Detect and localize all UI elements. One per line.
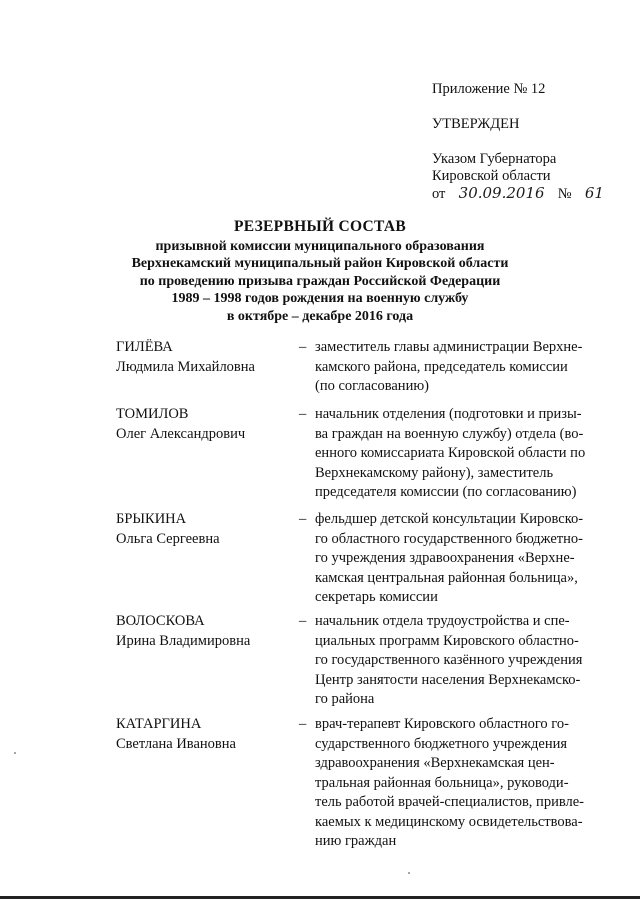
role-line: здравоохранения «Верхнекамская цен- <box>315 755 555 771</box>
member-given-name: Ирина Владимировна <box>116 632 251 649</box>
approval-stamp-text <box>432 116 632 133</box>
role-line: ва граждан на военную службу) отдела (во- <box>315 425 584 442</box>
title-line-1: призывной комиссии муниципального образования <box>155 238 485 254</box>
member-name <box>116 510 296 549</box>
title-line-2: Верхнекамский муниципальный район Кировской области <box>131 256 509 272</box>
role-line: фельдшер детской консультации Кировско- <box>315 511 584 527</box>
member-role <box>315 715 603 852</box>
member-role <box>315 338 603 397</box>
role-line: сударственного бюджетного учреждения <box>315 735 568 752</box>
role-line: заместитель главы администрации Верхне- <box>315 339 583 355</box>
member-dash: – <box>299 511 307 527</box>
member-surname: БРЫКИНА <box>116 511 187 527</box>
number-label: № <box>557 186 572 202</box>
handwritten-number: 61 <box>584 184 604 202</box>
role-line: камская центральная районная больница», <box>315 569 578 586</box>
member-given-name: Людмила Михайловна <box>116 358 255 375</box>
member-dash: – <box>299 406 307 422</box>
role-line: председателя комиссии (по согласованию) <box>315 484 577 500</box>
decree-line-1: Указом Губернатора <box>432 151 557 167</box>
role-line: енного комиссариата Кировской области по <box>315 445 586 461</box>
role-line: нию граждан <box>315 833 397 849</box>
role-line: го района <box>315 691 375 707</box>
member-dash: – <box>299 339 307 355</box>
role-line: го областного государственного бюджетно- <box>315 530 583 547</box>
member-surname: ВОЛОСКОВА <box>116 613 205 629</box>
role-line: начальник отделения (подготовки и призы- <box>315 406 582 422</box>
appendix-number <box>432 81 632 98</box>
role-line: каемых к медицинскому освидетельствова- <box>315 813 583 830</box>
from-label: от <box>432 186 446 202</box>
member-surname: ГИЛЁВА <box>116 339 173 355</box>
member-surname: КАТАРГИНА <box>116 716 202 732</box>
member-name <box>116 715 296 754</box>
member-given-name: Ольга Сергеевна <box>116 530 220 547</box>
scan-speck <box>14 752 16 754</box>
scan-speck <box>408 872 410 874</box>
member-name <box>116 405 296 444</box>
document-title <box>120 218 520 326</box>
decree-date-line <box>432 185 632 203</box>
member-role <box>315 405 603 503</box>
role-line: циальных программ Кировского областно- <box>315 632 579 649</box>
role-line: го учреждения здравоохранения «Верхне- <box>315 550 575 566</box>
role-line: тель работой врачей-специалистов, привле- <box>315 794 584 810</box>
title-line-5: в октябре – декабре 2016 года <box>226 308 414 324</box>
member-surname: ТОМИЛОВ <box>116 406 189 422</box>
role-line: врач-терапевт Кировского областного го- <box>315 716 569 732</box>
member-given-name: Светлана Ивановна <box>116 735 236 752</box>
decree-reference <box>432 151 632 203</box>
page-bottom-edge <box>0 896 640 899</box>
title-main: РЕЗЕРВНЫЙ СОСТАВ <box>233 218 407 235</box>
title-line-4: 1989 – 1998 годов рождения на военную службу <box>171 291 469 307</box>
appendix-number-text: Приложение № 12 <box>432 81 546 97</box>
member-given-name: Олег Александрович <box>116 425 246 442</box>
role-line: Центр занятости населения Верхнекамско- <box>315 671 581 688</box>
role-line: начальник отдела трудоустройства и спе- <box>315 613 570 629</box>
title-line-3: по проведению призыва граждан Российской Федерации <box>139 273 501 289</box>
role-line: секретарь комиссии <box>315 589 438 605</box>
role-line: тральная районная больница», руководи- <box>315 774 569 791</box>
member-role <box>315 612 603 710</box>
role-line: го государственного казённого учреждения <box>315 652 583 668</box>
decree-line-2: Кировской области <box>432 168 551 184</box>
approved-label: УТВЕРЖДЕН <box>432 116 520 132</box>
member-dash: – <box>299 716 307 732</box>
member-name <box>116 338 296 377</box>
member-name <box>116 612 296 651</box>
member-role <box>315 510 603 608</box>
handwritten-date: 30.09.2016 <box>458 184 545 202</box>
role-line: (по согласованию) <box>315 378 429 394</box>
role-line: камского района, председатель комиссии <box>315 358 568 375</box>
role-line: Верхнекамскому району), заместитель <box>315 464 554 481</box>
member-dash: – <box>299 613 307 629</box>
